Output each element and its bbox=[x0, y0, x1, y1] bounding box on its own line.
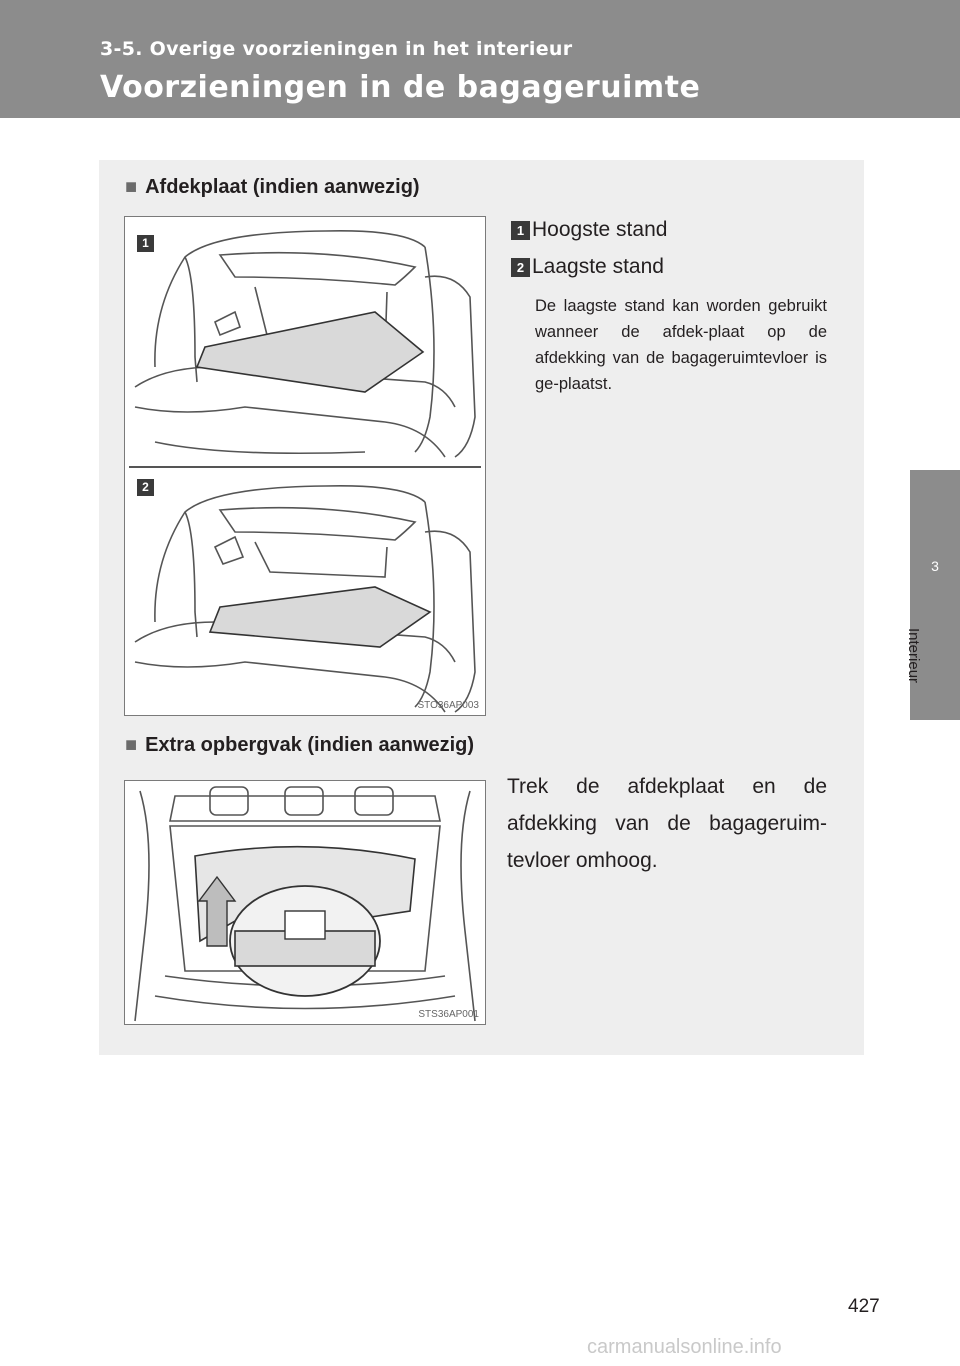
trunk-cover-illustration bbox=[125, 217, 485, 715]
item-label-2: Laagste stand bbox=[532, 255, 664, 278]
item-number-2: 2 bbox=[511, 258, 530, 277]
section1-heading-marker: ■ bbox=[125, 176, 138, 198]
item-label-1: Hoogste stand bbox=[532, 218, 668, 241]
section2-heading-marker: ■ bbox=[125, 734, 138, 756]
page-title: Voorzieningen in de bagageruimte bbox=[100, 70, 701, 105]
item-number-1: 1 bbox=[511, 221, 530, 240]
chapter-tab-number: 3 bbox=[931, 558, 939, 574]
list-item-highest-position bbox=[511, 218, 667, 242]
section1-heading-text: Afdekplaat (indien aanwezig) bbox=[145, 176, 420, 198]
trunk-cover-figure bbox=[124, 216, 486, 716]
storage-compartment-figure bbox=[124, 780, 486, 1025]
figure-badge-2: 2 bbox=[137, 479, 154, 496]
section1-heading bbox=[125, 176, 420, 199]
section-label: 3-5. Overige voorzieningen in het interieur bbox=[100, 38, 573, 60]
section2-heading bbox=[125, 734, 474, 757]
figure-code: STS36AP001 bbox=[418, 1009, 479, 1020]
chapter-tab-label: Interieur bbox=[905, 628, 922, 684]
figure-badge-1: 1 bbox=[137, 235, 154, 252]
page-number: 427 bbox=[848, 1296, 880, 1317]
watermark: carmanualsonline.info bbox=[587, 1336, 782, 1358]
lowest-position-note: De laagste stand kan worden gebruikt wanneer de afdek-plaat op de afdekking van de bagageruimtevloer is ge-plaatst. bbox=[535, 297, 827, 393]
storage-instruction: Trek de afdekplaat en de afdekking van de bagageruim-tevloer omhoog. bbox=[507, 775, 827, 872]
list-item-lowest-position bbox=[511, 255, 664, 279]
figure-code: STO36AP003 bbox=[417, 700, 479, 711]
header-band bbox=[0, 0, 960, 118]
storage-compartment-illustration bbox=[125, 781, 485, 1024]
section2-heading-text: Extra opbergvak (indien aanwezig) bbox=[145, 734, 475, 756]
